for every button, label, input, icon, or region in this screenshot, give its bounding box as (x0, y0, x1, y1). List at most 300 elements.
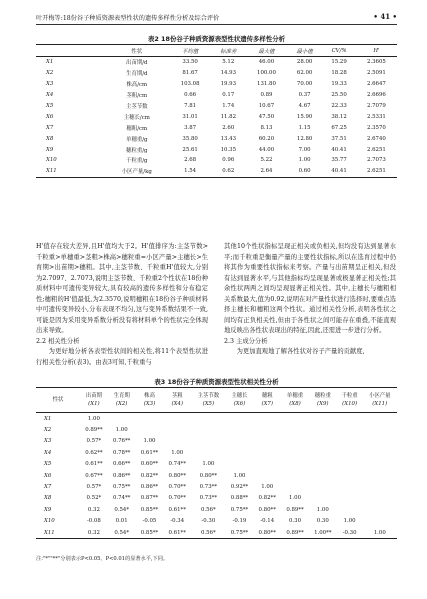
table3-header-cell (108, 388, 136, 413)
correlation-cell: 1.00 (261, 484, 274, 491)
correlation-cell: 0.54* (114, 529, 130, 536)
correlation-cell: 0.74** (112, 495, 131, 502)
correlation-cell (191, 447, 225, 458)
correlation-cell (309, 436, 337, 447)
correlation-cell: 0.61** (168, 506, 186, 513)
table-cell: 46.00 (258, 59, 275, 66)
trait-code: X7 (44, 484, 52, 491)
correlation-cell: 0.56* (200, 529, 216, 536)
table-cell: 小区产量/kg (121, 169, 152, 176)
correlation-cell (281, 436, 309, 447)
table3-note: 注:"*""**"分别表示P<0.05、P<0.01的显著水平,下同。 (36, 556, 169, 562)
table-cell: 2.7073 (366, 157, 386, 164)
table-cell: 35.80 (182, 135, 198, 142)
header-trait-name: 穗粗 (261, 393, 273, 399)
trait-code: X3 (44, 438, 52, 445)
paragraph: 其他10个性状指标呈现正相关或负相关,但均没有达到显著水平;而千粒重是衡量产量的主要性状指标,所以在选育过程中仍将其作为重要性状指标来考察。产量与出苗期呈正相关,但没有达到显著水平,与其他指标均呈现显著或极显著正相关性;其余性状两两之间均呈现显著正相关性。其中,主穗长与穗粗相关系数最大,值为0.92,说明在对产量性状进行选择时,要重点选择主穗长和穗粗这两个性状。通过相关性分析,表明各性状之间均有正负相关性,但由于各性状之间可能存在重叠,不能直观地反映出各性状表现出的特征,因此,还需进一步进行分析。 (224, 243, 396, 335)
page-number: • 41 • (373, 12, 397, 21)
correlation-cell: 0.78** (112, 449, 131, 456)
correlation-cell: 0.92** (230, 484, 249, 491)
table2-header-cell: 最大值 (246, 45, 287, 57)
table-cell: 千粒重/g (126, 158, 148, 165)
table-cell: 穗粒重/g (126, 147, 148, 154)
correlation-cell: 0.70** (168, 495, 186, 502)
correlation-cell: 1.00 (87, 415, 100, 422)
correlation-cell (253, 413, 281, 425)
trait-code: X11 (46, 168, 57, 175)
table-cell: 2.6251 (366, 146, 386, 153)
table-cell: 主茎节数 (125, 104, 148, 110)
correlation-cell: 0.89** (85, 427, 103, 434)
table3-header-cell (363, 388, 397, 413)
table3-header-cell (226, 388, 254, 413)
running-head (36, 12, 397, 25)
table-cell: 2.7079 (366, 103, 386, 109)
correlation-cell (281, 470, 309, 481)
correlation-cell (253, 424, 281, 435)
header-trait-name: 小区产量 (368, 393, 391, 399)
correlation-cell (281, 424, 309, 435)
header-trait-code: (X5) (202, 401, 215, 407)
correlation-cell: 0.61** (140, 449, 159, 456)
correlation-cell (363, 481, 397, 492)
table-cell: 15.29 (331, 59, 347, 66)
table-cell: 0.37 (298, 92, 311, 99)
section-heading-pca: 2.3 主成分分析 (224, 337, 268, 345)
table2-header-cell: H' (356, 45, 397, 57)
trait-code: X9 (44, 506, 52, 513)
header-trait-name: 千粒重 (341, 393, 358, 399)
table2-header-cell: 最小值 (287, 45, 322, 57)
correlation-cell (309, 424, 337, 435)
header-trait-code: (X2) (115, 401, 128, 407)
table-cell: 1.15 (298, 124, 311, 131)
table2-header-cell: 标准差 (211, 45, 246, 57)
correlation-cell (337, 481, 363, 492)
correlation-cell (337, 504, 363, 515)
table-cell: 7.00 (298, 146, 311, 153)
table-cell: 2.5091 (366, 70, 386, 77)
trait-code: X4 (46, 92, 54, 99)
correlation-cell: 0.57* (86, 438, 102, 445)
table-cell: 2.6251 (366, 168, 386, 175)
table-cell: 100.00 (257, 70, 276, 77)
correlation-cell (337, 436, 363, 447)
table-cell: 主穗长/cm (123, 114, 150, 121)
table-cell: 70.00 (296, 81, 313, 88)
table-cell: 7.81 (184, 103, 197, 109)
correlation-cell: 0.32 (87, 529, 100, 536)
correlation-cell: -0.05 (142, 518, 157, 525)
table-cell: 2.3605 (366, 59, 386, 66)
correlation-cell: 0.61** (168, 529, 186, 536)
correlation-cell: 0.73** (199, 484, 218, 491)
correlation-cell (309, 447, 337, 458)
table-row (36, 447, 397, 458)
table3-header-cell (337, 388, 363, 413)
correlation-cell (191, 436, 225, 447)
header-trait-code: (X11) (372, 401, 388, 407)
table-cell: 单穗重/g (126, 136, 148, 143)
table2-header-cell: CV/% (322, 45, 356, 57)
table-row (36, 413, 397, 425)
correlation-cell (163, 424, 191, 435)
correlation-cell: 1.00 (289, 495, 302, 502)
table-row (36, 90, 397, 101)
correlation-cell (337, 424, 363, 435)
correlation-cell: -0.34 (170, 518, 185, 525)
table-row (36, 424, 397, 435)
correlation-cell (309, 470, 337, 481)
table-cell: 生育期/d (126, 71, 148, 78)
table-cell: 5.22 (260, 157, 273, 164)
table-cell: 67.25 (331, 124, 347, 131)
correlation-cell: 0.30 (289, 518, 302, 525)
trait-code: X1 (46, 59, 54, 66)
correlation-cell (363, 470, 397, 481)
correlation-cell (253, 436, 281, 447)
body-column-left (36, 242, 208, 369)
header-trait-code: (X8) (289, 401, 301, 407)
correlation-cell: 0.66** (112, 461, 131, 468)
table-cell: 25.50 (331, 92, 347, 99)
correlation-cell (337, 493, 363, 504)
table-row (36, 470, 397, 481)
correlation-cell: 0.57* (86, 484, 102, 491)
header-trait-code: (X7) (261, 401, 273, 407)
table-cell: 62.00 (296, 70, 313, 77)
correlation-cell: 1.00 (373, 529, 386, 536)
correlation-cell: 1.00 (233, 472, 246, 479)
table3-header-cell (136, 388, 164, 413)
correlation-cell: 0.82** (258, 495, 276, 502)
correlation-cell (309, 493, 337, 504)
trait-code: X10 (46, 157, 57, 164)
correlation-cell (226, 436, 254, 447)
table-cell: 25.61 (182, 146, 198, 153)
table-cell: 2.6740 (366, 135, 386, 142)
correlation-cell: 0.67** (85, 472, 103, 479)
correlation-cell: 1.00 (343, 518, 356, 525)
correlation-cell (363, 447, 397, 458)
table-cell: 40.41 (331, 168, 347, 175)
table3-header-cell (281, 388, 309, 413)
table-cell: 2.60 (222, 124, 235, 131)
correlation-cell (363, 504, 397, 515)
table-cell: 22.33 (331, 103, 347, 109)
table-cell: 60.20 (258, 135, 275, 142)
table-cell: 2.68 (184, 157, 197, 164)
table2-header-cell (36, 45, 104, 57)
correlation-cell (226, 447, 254, 458)
correlation-cell: 0.86** (112, 472, 131, 479)
table-cell: 4.67 (298, 103, 311, 109)
correlation-cell: 0.80** (258, 529, 276, 536)
table-row (36, 436, 397, 447)
correlation-cell: 0.87** (140, 495, 159, 502)
paragraph: 为更加直观地了解各性状对谷子产量的贡献度, (236, 348, 365, 356)
table-row (36, 481, 397, 492)
header-trait-name: 株高 (144, 393, 155, 399)
table-cell: 44.00 (258, 146, 275, 153)
table-row (36, 516, 397, 527)
correlation-cell (163, 436, 191, 447)
correlation-cell: 0.61** (85, 461, 103, 468)
correlation-cell: 0.80** (168, 472, 186, 479)
correlation-cell (163, 413, 191, 425)
header-trait-name: 单穗重 (286, 393, 304, 399)
correlation-cell (309, 481, 337, 492)
table3-header-row (36, 388, 397, 413)
table-cell: 40.41 (331, 146, 347, 153)
trait-code: X3 (46, 81, 54, 88)
correlation-cell: 0.01 (115, 518, 128, 525)
table-cell: 103.08 (180, 81, 200, 88)
header-trait-code: (X10) (342, 401, 358, 407)
trait-code: X5 (46, 103, 54, 109)
table-cell: 13.43 (220, 135, 236, 142)
table-cell: 5.12 (222, 59, 235, 66)
correlation-cell: 0.80** (258, 506, 276, 513)
correlation-cell: 0.32 (87, 506, 100, 513)
table3-header-cell (191, 388, 225, 413)
table-cell: 株高/cm (126, 82, 148, 89)
table3-header-cell (36, 388, 80, 413)
trait-code: X9 (46, 146, 54, 153)
table-cell: 8.13 (260, 124, 273, 131)
trait-code: X1 (44, 415, 52, 422)
header-trait-code: (X4) (171, 401, 183, 407)
body-column-right (224, 242, 396, 358)
correlation-cell: -0.19 (232, 518, 247, 525)
trait-code: X10 (44, 518, 55, 525)
trait-code: X11 (44, 529, 55, 536)
trait-code: X5 (44, 461, 52, 468)
correlation-cell (281, 413, 309, 425)
table-cell: 18.28 (331, 70, 347, 77)
table-row (36, 459, 397, 470)
table-cell: 茎粗/cm (126, 93, 148, 100)
correlation-cell: 0.76** (112, 438, 131, 445)
table-cell: 0.96 (222, 157, 235, 164)
correlation-cell: 1.00 (202, 461, 215, 468)
table3-header-cell (80, 388, 108, 413)
correlation-cell: 0.60** (140, 461, 159, 468)
correlation-cell (363, 516, 397, 527)
correlation-cell (309, 413, 337, 425)
correlation-cell: 0.62** (85, 449, 103, 456)
correlation-cell (253, 459, 281, 470)
table3-header-cell (253, 388, 281, 413)
trait-code: X8 (44, 495, 52, 502)
table-row (36, 122, 397, 133)
correlation-cell: 1.00 (171, 449, 184, 456)
paragraph: 为更好地分析各表型性状间的相关性,将11个表型性状进行相关性分析(表3)。由表3可知,千粒重与 (36, 348, 208, 367)
correlation-cell (309, 459, 337, 470)
correlation-cell: 1.00 (316, 506, 329, 513)
correlation-cell: 0.54* (114, 506, 130, 513)
correlation-cell: 1.00 (115, 427, 128, 434)
table-cell: 0.66 (184, 92, 197, 99)
table-cell: 2.5331 (366, 113, 386, 120)
table2-header-cell: 平均值 (170, 45, 211, 57)
table-row (36, 155, 397, 166)
correlation-cell (253, 447, 281, 458)
table-cell: 1.54 (184, 168, 197, 175)
correlation-cell: 0.85** (140, 506, 159, 513)
trait-code: X6 (46, 113, 54, 120)
table-row (36, 527, 397, 539)
table-cell: 2.3570 (366, 124, 386, 131)
correlation-cell: 0.73** (199, 495, 218, 502)
header-trait-name: 茎粗 (171, 393, 183, 399)
correlation-cell (337, 413, 363, 425)
correlation-cell: 0.75** (112, 484, 131, 491)
header-trait-code: (X9) (317, 401, 329, 407)
table-cell: 11.82 (220, 113, 236, 120)
table-cell: 33.50 (182, 59, 198, 66)
correlation-cell (281, 481, 309, 492)
correlation-cell: 0.75** (230, 529, 249, 536)
table2-genetic-diversity (36, 44, 397, 178)
table-row (36, 493, 397, 504)
correlation-cell: 0.52* (86, 495, 102, 502)
header-trait-name: 主茎节数 (197, 393, 220, 399)
correlation-cell: 0.86** (140, 484, 159, 491)
correlation-cell: 0.56* (200, 506, 216, 513)
table-cell: 0.62 (222, 168, 235, 175)
correlation-cell: 0.74** (168, 461, 186, 468)
correlation-cell: 0.30 (316, 518, 329, 525)
table-row (36, 133, 397, 144)
table-cell: 131.80 (257, 81, 276, 88)
correlation-cell: 0.88** (230, 495, 249, 502)
table-cell: 15.90 (296, 113, 313, 120)
table2-header-row (36, 45, 397, 57)
trait-code: X4 (44, 449, 52, 456)
header-trait-name: 生育期 (113, 393, 130, 399)
table-row (36, 68, 397, 79)
header-trait-code: (X6) (233, 401, 246, 407)
table-cell: 14.93 (220, 70, 236, 77)
header-trait-name: 主穗长 (231, 393, 248, 399)
table-row (36, 504, 397, 515)
correlation-cell: -0.30 (201, 518, 216, 525)
correlation-cell (337, 447, 363, 458)
table-row (36, 144, 397, 155)
table-cell: 35.77 (331, 157, 347, 164)
correlation-cell (108, 413, 136, 425)
correlation-cell (226, 459, 254, 470)
correlation-cell (363, 436, 397, 447)
correlation-cell (363, 459, 397, 470)
correlation-cell: 0.75** (230, 506, 249, 513)
table-cell: 0.60 (298, 168, 311, 175)
table-cell: 1.74 (222, 103, 235, 109)
table-row (36, 57, 397, 68)
table-cell: 0.89 (260, 92, 273, 99)
table3-correlation-matrix (36, 387, 397, 539)
correlation-cell (191, 413, 225, 425)
table-cell: 2.6647 (366, 81, 386, 88)
table2-caption: 表2 18份谷子种质资源表型性状遗传多样性分析 (148, 35, 285, 43)
table-cell: 2.64 (260, 168, 273, 175)
table-row (36, 111, 397, 122)
correlation-cell (337, 459, 363, 470)
table-cell: 28.00 (296, 59, 313, 66)
table-cell: 10.35 (220, 146, 236, 153)
table-cell: 31.01 (182, 113, 198, 120)
correlation-cell: 1.00 (143, 438, 156, 445)
table2-header-cell: 性状 (104, 45, 170, 57)
correlation-cell (226, 413, 254, 425)
paragraph: H'值存在较大差异,且H'值均大于2。H'值排序为:主茎节数>千粒重>单穗重>茎粗>株高>穗粒重=小区产量>主穗长>生育期>出苗期>穗粗。其中,主茎节数、千粒重H'值较大,分别为2.7097、2.7073,说明主茎节数、千粒重2个性状在18份种质材料中可遗传变异较大,具有较高的遗传多样性和分布稳定性;穗粗的H'值最低,为2.3570,说明穗粗在18份谷子种质材料中可遗传变异较小,分布表现不均匀,这与变异系数结果不一致,可能是因为采用变异系数分析没有将材料单个的性状完全体现出来导致。 (36, 243, 208, 335)
header-trait-code: (X1) (88, 401, 100, 407)
header-trait-name: 性状 (52, 397, 64, 403)
correlation-cell (337, 470, 363, 481)
section-heading-correlation: 2.2 相关性分析 (36, 337, 80, 345)
trait-code: X2 (44, 427, 52, 434)
correlation-cell: 0.80** (199, 472, 218, 479)
table-cell: 38.12 (331, 113, 347, 120)
correlation-cell (363, 493, 397, 504)
table-cell: 10.67 (258, 103, 275, 109)
correlation-cell (191, 424, 225, 435)
table-cell: 37.51 (331, 135, 347, 142)
table-cell: 47.50 (258, 113, 275, 120)
table-cell: 0.17 (222, 92, 235, 99)
table-cell: 81.67 (182, 70, 198, 77)
correlation-cell (281, 459, 309, 470)
table-cell: 穗粗/cm (126, 125, 148, 132)
correlation-cell (136, 424, 164, 435)
table3-header-cell (309, 388, 337, 413)
correlation-cell (226, 424, 254, 435)
table-row (36, 166, 397, 177)
trait-code: X8 (46, 135, 54, 142)
correlation-cell (363, 413, 397, 425)
correlation-cell: 0.89** (286, 529, 304, 536)
header-trait-code: (X3) (143, 401, 156, 407)
correlation-cell (253, 470, 281, 481)
trait-code: X7 (46, 124, 54, 131)
table-cell: 3.87 (184, 124, 197, 131)
running-head-title: 叶开梅等:18份谷子种质资源表型性状的遗传多样性分析及综合评价 (36, 15, 220, 22)
correlation-cell: 1.00** (314, 529, 332, 536)
correlation-cell: -0.14 (260, 518, 275, 525)
correlation-cell: 0.85** (140, 529, 159, 536)
correlation-cell: 0.70** (168, 484, 186, 491)
correlation-cell: 0.82** (140, 472, 159, 479)
table3-caption: 表3 18份谷子种质资源表型性状相关性分析 (154, 378, 279, 386)
table3-header-cell (163, 388, 191, 413)
table-cell: 出苗期/d (126, 60, 148, 67)
correlation-cell: 0.89** (286, 506, 304, 513)
header-trait-name: 穗粒重 (314, 393, 331, 399)
table-row (36, 79, 397, 90)
table-cell: 1.00 (298, 157, 311, 164)
table-cell: 19.93 (220, 81, 236, 88)
correlation-cell (281, 447, 309, 458)
table-cell: 2.6696 (366, 92, 386, 99)
table-cell: 12.80 (296, 135, 313, 142)
header-trait-name: 出苗期 (85, 393, 102, 399)
correlation-cell (363, 424, 397, 435)
table-cell: 19.33 (331, 81, 347, 88)
correlation-cell (136, 413, 164, 425)
table-row (36, 101, 397, 112)
correlation-cell: -0.08 (86, 518, 101, 525)
